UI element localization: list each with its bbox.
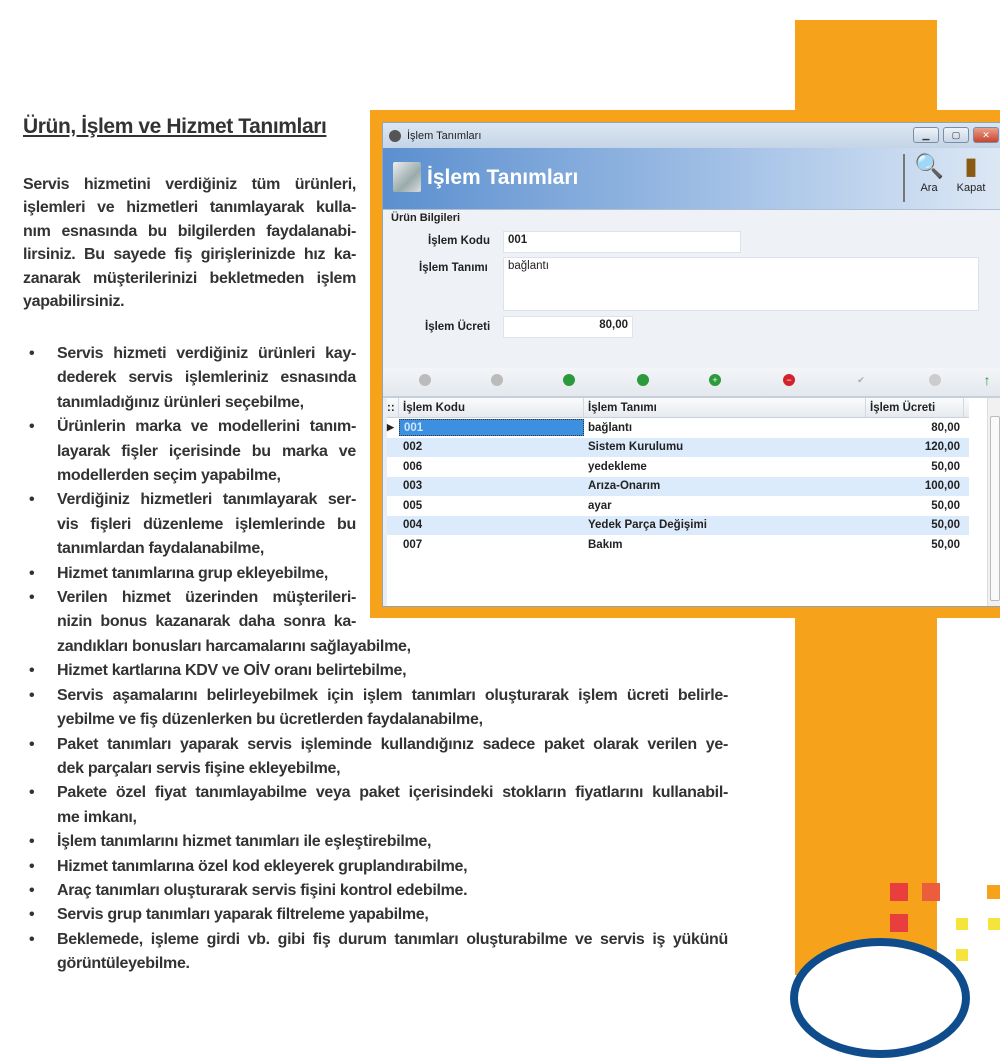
header-title: İşlem Tanımları <box>427 166 579 189</box>
first-record-icon[interactable] <box>419 374 431 386</box>
table-cell[interactable]: 50,00 <box>931 460 960 473</box>
window-header <box>383 148 1000 210</box>
minimize-button[interactable]: ▁ <box>913 127 939 143</box>
grid-scrollbar[interactable] <box>987 398 1000 607</box>
table-cell[interactable]: 80,00 <box>931 421 960 434</box>
table-cell[interactable]: 004 <box>403 519 423 532</box>
list-item-line: vis fişleri düzenleme işlemlerinde bu <box>57 515 356 533</box>
column-header[interactable]: İşlem Tanımı <box>584 398 866 417</box>
confirm-icon[interactable]: ✔ <box>857 375 865 385</box>
tools-icon <box>393 162 421 192</box>
list-item-line: zandıkları bonusları harcamalarını sağlayabilme, <box>57 637 411 655</box>
add-record-icon[interactable]: + <box>709 374 721 386</box>
bullet-icon: • <box>29 491 35 509</box>
table-cell[interactable]: yedekleme <box>588 460 647 473</box>
islem-grid <box>387 398 969 555</box>
table-row[interactable] <box>387 457 969 477</box>
intro-paragraph <box>23 173 356 313</box>
list-item <box>23 830 733 854</box>
brand-logo <box>790 938 970 1058</box>
grid-corner: :: <box>387 398 399 417</box>
window-title: İşlem Tanımları <box>407 129 482 142</box>
decor-square <box>987 885 1000 899</box>
table-cell[interactable]: 007 <box>403 538 423 551</box>
table-cell[interactable]: Sistem Kurulumu <box>588 441 684 454</box>
bullet-icon: • <box>29 662 35 680</box>
list-item-line: Hizmet tanımlarına özel kod ekleyerek gruplandırabilme, <box>57 857 468 875</box>
close-button[interactable] <box>951 152 991 194</box>
table-cell[interactable]: 50,00 <box>931 499 960 512</box>
intro-line: yapabilirsiniz. <box>23 293 125 311</box>
window-titlebar <box>383 123 1000 148</box>
close-window-button[interactable]: ✕ <box>973 127 999 143</box>
urun-bilgileri-group <box>383 210 1000 368</box>
decor-square <box>956 949 968 961</box>
list-item-line: dek parçaları servis fişine ekleyebilme, <box>57 759 341 777</box>
list-item-line: layarak fişler içerisinde bu marka ve <box>57 442 356 460</box>
maximize-button[interactable]: ▢ <box>943 127 969 143</box>
grid-header <box>387 398 969 418</box>
bullet-icon: • <box>29 881 35 899</box>
list-item <box>23 879 733 903</box>
table-cell[interactable]: 120,00 <box>924 441 960 454</box>
list-item <box>23 659 733 683</box>
list-item <box>23 903 733 927</box>
table-cell[interactable]: ayar <box>588 499 612 512</box>
bullet-icon: • <box>29 857 35 875</box>
table-row[interactable] <box>387 516 969 536</box>
group-label: Ürün Bilgileri <box>391 212 461 224</box>
search-label: Ara <box>920 182 938 194</box>
code-input[interactable]: 001 <box>503 231 741 253</box>
list-item-line: tanımlardan faydalanabilme, <box>57 540 265 558</box>
intro-line: nım esnasında bu bilgilerden faydalanabi- <box>23 222 356 240</box>
cancel-icon[interactable] <box>929 374 941 386</box>
list-item <box>23 781 733 830</box>
door-exit-icon: ▮ <box>964 153 978 180</box>
list-item-line: tanımladığınız ürünleri seçebilme, <box>57 393 304 411</box>
list-item <box>23 928 733 977</box>
bullet-icon: • <box>29 686 35 704</box>
list-item-line: Servis aşamalarını belirleyebilmek için işlem tanımları oluşturarak işlem ücreti belirle- <box>57 686 728 704</box>
intro-line: Servis hizmetini verdiğiniz tüm ürünleri, <box>23 176 356 193</box>
table-cell[interactable]: 006 <box>403 460 423 473</box>
intro-line: lirsiniz. Bu sayede fiş girişlerinizde hız ka- <box>23 246 356 264</box>
list-item-line: Araç tanımları oluşturarak servis fişini kontrol edebilme. <box>57 881 468 899</box>
page-title: Ürün, İşlem ve Hizmet Tanımları <box>23 115 327 138</box>
list-item-line: Hizmet kartlarına KDV ve OİV oranı belirtebilme, <box>57 662 407 680</box>
list-item <box>23 855 733 879</box>
islem-tanimlari-window <box>382 122 1000 607</box>
table-row[interactable] <box>387 496 969 516</box>
table-row[interactable] <box>387 418 969 438</box>
list-item-line: Ürünlerin marka ve modellerini tanım- <box>57 418 356 436</box>
table-cell[interactable]: bağlantı <box>588 421 633 434</box>
table-cell[interactable]: 50,00 <box>931 538 960 551</box>
list-item-line: yebilme ve fiş düzenlerken bu ücretlerden faydalanabilme, <box>57 711 483 729</box>
table-row[interactable] <box>387 438 969 458</box>
bullet-icon: • <box>29 589 35 607</box>
column-header[interactable]: İşlem Kodu <box>399 398 584 417</box>
current-row-indicator[interactable]: ▶ <box>387 422 394 433</box>
next-record-icon[interactable] <box>563 374 575 386</box>
intro-line: zanarak müşterilerinizi bekletmeden işlem <box>23 269 356 287</box>
bullet-icon: • <box>29 784 35 802</box>
bullet-icon: • <box>29 930 35 948</box>
list-item-line: modellerden seçim yapabilme, <box>57 467 281 485</box>
table-cell[interactable]: 001 <box>399 419 584 436</box>
bullet-icon: • <box>29 564 35 582</box>
delete-record-icon[interactable]: − <box>783 374 795 386</box>
list-item-line: me imkanı, <box>57 808 137 826</box>
app-icon <box>389 130 401 142</box>
table-cell[interactable]: 003 <box>403 480 423 493</box>
toolbar-separator <box>903 154 905 202</box>
bullet-icon: • <box>29 833 35 851</box>
table-cell[interactable]: 100,00 <box>924 480 960 493</box>
column-header[interactable]: İşlem Ücreti <box>866 398 964 417</box>
list-item <box>23 733 733 782</box>
list-item-line: Servis hizmeti verdiğiniz ürünleri kay- <box>57 345 356 362</box>
list-item-line: Paket tanımları yaparak servis işleminde kullandığınız sadece paket olarak verilen ye- <box>57 735 728 753</box>
table-cell[interactable]: 50,00 <box>931 519 960 532</box>
list-item-line: Verilen hizmet üzerinden müşterileri- <box>57 589 356 607</box>
intro-line: işlemleri ve hizmetleri tanımlayarak kulla- <box>23 199 356 217</box>
bullet-icon: • <box>29 418 35 436</box>
bullet-icon: • <box>29 735 35 753</box>
table-cell[interactable]: Yedek Parça Değişimi <box>588 519 707 532</box>
list-item-line: İşlem tanımlarını hizmet tanımları ile eşleştirebilme, <box>57 833 432 851</box>
search-button[interactable] <box>909 152 949 194</box>
scrollbar-thumb[interactable] <box>990 416 1000 601</box>
record-navigator <box>383 368 1000 398</box>
list-item <box>23 684 733 733</box>
last-record-icon[interactable] <box>637 374 649 386</box>
table-row[interactable] <box>387 535 969 555</box>
bullet-icon: • <box>29 345 35 362</box>
table-row[interactable] <box>387 477 969 497</box>
bullet-icon: • <box>29 906 35 924</box>
desc-textarea[interactable]: bağlantı <box>503 257 979 311</box>
list-item-line: görüntüleyebilme. <box>57 955 190 973</box>
list-item-line: Hizmet tanımlarına grup ekleyebilme, <box>57 564 329 582</box>
list-item-line: Pakete özel fiyat tanımlayabilme veya paket içerisindeki stokların fiyatlarını kullanabil- <box>57 784 728 802</box>
decor-square <box>988 918 1000 930</box>
refresh-up-icon[interactable]: ↑ <box>983 372 991 388</box>
decor-square <box>890 883 908 901</box>
table-cell[interactable]: 005 <box>403 499 423 512</box>
list-item-line: Servis grup tanımları yaparak filtreleme yapabilme, <box>57 906 429 924</box>
list-item-line: Beklemede, işleme girdi vb. gibi fiş durum tanımları oluşturabilme ve servis iş yükünü <box>57 930 728 948</box>
magnifier-icon: 🔍 <box>914 153 944 180</box>
decor-square <box>922 883 940 901</box>
price-label: İşlem Ücreti <box>425 321 491 333</box>
price-input[interactable]: 80,00 <box>503 316 633 338</box>
code-label: İşlem Kodu <box>428 235 490 247</box>
table-cell[interactable]: Bakım <box>588 538 623 551</box>
table-cell[interactable]: 002 <box>403 441 423 454</box>
prev-record-icon[interactable] <box>491 374 503 386</box>
decor-square <box>956 918 968 930</box>
list-item-line: dederek servis işlemleriniz esnasında <box>57 369 356 387</box>
list-item-line: nizin bonus kazanarak daha sonra ka- <box>57 613 356 631</box>
list-item-line: Verdiğiniz hizmetleri tanımlayarak ser- <box>57 491 356 509</box>
decor-square <box>890 914 908 932</box>
desc-label: İşlem Tanımı <box>419 262 488 274</box>
table-cell[interactable]: Arıza-Onarım <box>588 480 661 493</box>
screenshot-frame <box>370 110 1000 618</box>
close-label: Kapat <box>956 182 986 194</box>
